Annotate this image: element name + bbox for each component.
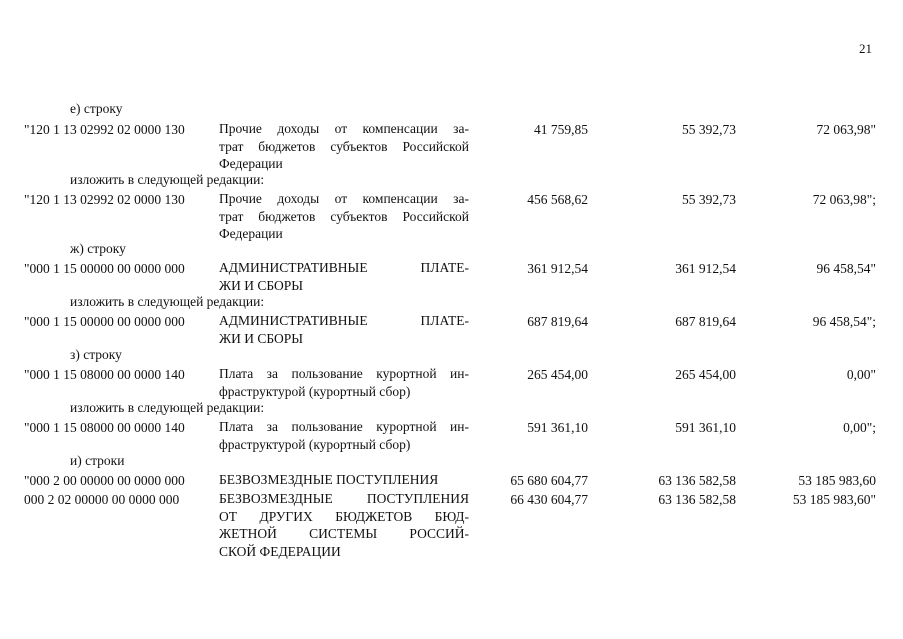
value-col-2: 63 136 582,58 <box>658 473 736 488</box>
description-line: Федерации <box>219 226 283 241</box>
value-col-2: 55 392,73 <box>682 122 736 137</box>
value-col-3: 53 185 983,60" <box>792 492 876 507</box>
description-line: ЖИ И СБОРЫ <box>219 330 304 346</box>
value-col-1: 66 430 604,77 <box>510 492 588 507</box>
row-description <box>219 418 469 453</box>
description-line: Плата за пользование курортной ин- <box>219 366 469 381</box>
description-line: БЕЗВОЗМЕЗДНЫЕ ПОСТУПЛЕНИЯ <box>219 472 439 487</box>
description-line: СКОЙ ФЕДЕРАЦИИ <box>219 543 341 559</box>
row-description <box>219 120 469 173</box>
value-col-1: 361 912,54 <box>527 261 588 276</box>
row-description <box>219 190 469 243</box>
description-line: трат бюджетов субъектов Российской <box>219 208 469 224</box>
row-description <box>219 471 469 489</box>
row-code: 000 2 02 00000 00 0000 000 <box>24 492 180 507</box>
value-col-3: 96 458,54" <box>816 261 876 276</box>
value-col-3: 72 063,98" <box>816 122 876 137</box>
instruction-zh: ж) строку <box>70 241 126 256</box>
value-col-1: 591 361,10 <box>527 420 588 435</box>
value-col-3: 0,00"; <box>843 420 876 435</box>
value-col-3: 53 185 983,60 <box>798 473 876 488</box>
row-code: "000 1 15 00000 00 0000 000 <box>24 261 185 276</box>
instruction-i: и) строки <box>70 453 125 468</box>
description-line: АДМИНИСТРАТИВНЫЕ ПЛАТЕ- <box>219 260 469 275</box>
row-code: "120 1 13 02992 02 0000 130 <box>24 122 185 137</box>
row-code: "000 1 15 00000 00 0000 000 <box>24 314 185 329</box>
description-line: Прочие доходы от компенсации за- <box>219 191 469 206</box>
value-col-2: 687 819,64 <box>675 314 736 329</box>
page-number: 21 <box>859 41 872 56</box>
value-col-3: 96 458,54"; <box>812 314 876 329</box>
row-code: "120 1 13 02992 02 0000 130 <box>24 192 185 207</box>
value-col-3: 0,00" <box>846 367 876 382</box>
value-col-1: 456 568,62 <box>527 192 588 207</box>
description-line: Плата за пользование курортной ин- <box>219 419 469 434</box>
description-line: ОТ ДРУГИХ БЮДЖЕТОВ БЮД- <box>219 508 469 524</box>
description-line: ЖИ И СБОРЫ <box>219 277 304 293</box>
instruction-e: е) строку <box>70 101 123 116</box>
value-col-1: 65 680 604,77 <box>510 473 588 488</box>
value-col-1: 687 819,64 <box>527 314 588 329</box>
description-line: АДМИНИСТРАТИВНЫЕ ПЛАТЕ- <box>219 313 469 328</box>
row-description <box>219 259 469 294</box>
row-code: "000 1 15 08000 00 0000 140 <box>24 367 185 382</box>
row-description <box>219 490 469 560</box>
value-col-2: 265 454,00 <box>675 367 736 382</box>
instruction-replace: изложить в следующей редакции: <box>70 294 265 309</box>
value-col-2: 361 912,54 <box>675 261 736 276</box>
description-line: трат бюджетов субъектов Российской <box>219 138 469 154</box>
value-col-1: 265 454,00 <box>527 367 588 382</box>
value-col-1: 41 759,85 <box>534 122 588 137</box>
description-line: фраструктурой (курортный сбор) <box>219 383 411 399</box>
row-description <box>219 365 469 400</box>
row-description <box>219 312 469 347</box>
row-code: "000 2 00 00000 00 0000 000 <box>24 473 185 488</box>
value-col-2: 591 361,10 <box>675 420 736 435</box>
description-line: ЖЕТНОЙ СИСТЕМЫ РОССИЙ- <box>219 526 469 541</box>
description-line: БЕЗВОЗМЕЗДНЫЕ ПОСТУПЛЕНИЯ <box>219 491 469 506</box>
description-line: Прочие доходы от компенсации за- <box>219 121 469 136</box>
value-col-2: 55 392,73 <box>682 192 736 207</box>
value-col-2: 63 136 582,58 <box>658 492 736 507</box>
description-line: Федерации <box>219 156 283 171</box>
description-line: фраструктурой (курортный сбор) <box>219 436 411 452</box>
instruction-z: з) строку <box>70 347 122 362</box>
instruction-replace: изложить в следующей редакции: <box>70 400 265 415</box>
row-code: "000 1 15 08000 00 0000 140 <box>24 420 185 435</box>
instruction-replace: изложить в следующей редакции: <box>70 172 265 187</box>
value-col-3: 72 063,98"; <box>812 192 876 207</box>
